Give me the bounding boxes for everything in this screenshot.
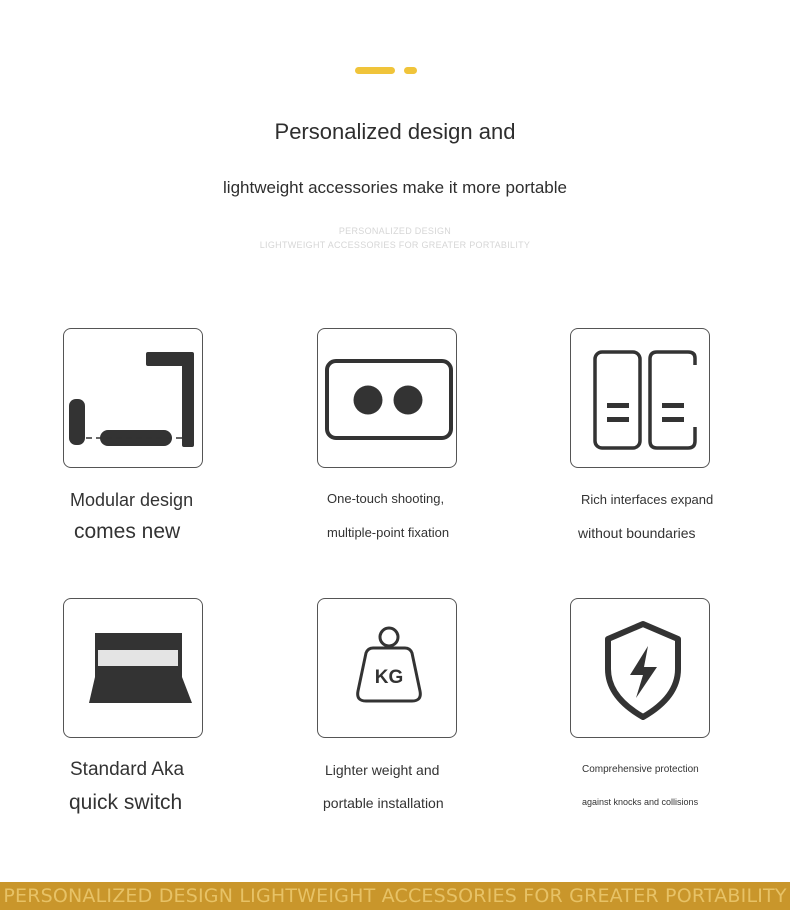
feature-label-interfaces-2: without boundaries [578,525,696,541]
feature-label-dual-button-1: One-touch shooting, [327,491,445,506]
bottom-banner-text: PERSONALIZED DESIGN LIGHTWEIGHT ACCESSORIES FOR GREATER PORTABILITY [3,885,787,907]
shield-icon [571,599,711,739]
dual-button-icon [318,329,458,469]
page-title-line1: Personalized design and [274,119,516,144]
subtitle-line2: LIGHTWEIGHT ACCESSORIES FOR GREATER PORTABILITY [259,240,531,250]
feature-label-plate-2: quick switch [69,791,183,814]
feature-card-dual-button [317,328,457,468]
plate-icon [64,599,204,739]
feature-label-interfaces-1: Rich interfaces expand [581,492,714,507]
feature-label-shield-2: against knocks and collisions [582,797,699,807]
interfaces-icon [571,329,711,469]
subtitle-line1: PERSONALIZED DESIGN [338,226,452,236]
feature-label-modular-1: Modular design [70,490,194,510]
page-title-line2: lightweight accessories make it more portable [223,178,567,197]
accent-bar-short [404,67,417,74]
kg-label: KG [374,667,404,688]
accent-bar-long [355,67,395,74]
modular-icon [64,329,204,469]
feature-card-plate [63,598,203,738]
feature-card-modular [63,328,203,468]
feature-label-weight-2: portable installation [323,795,444,811]
feature-card-interfaces [570,328,710,468]
feature-card-shield [570,598,710,738]
feature-card-weight [317,598,457,738]
weight-icon [318,599,458,739]
feature-label-weight-1: Lighter weight and [325,762,440,778]
bottom-banner [0,882,790,910]
feature-label-plate-1: Standard Aka [70,759,185,780]
feature-label-dual-button-2: multiple-point fixation [327,525,450,540]
feature-label-modular-2: comes new [74,520,181,543]
feature-label-shield-1: Comprehensive protection [582,764,699,775]
